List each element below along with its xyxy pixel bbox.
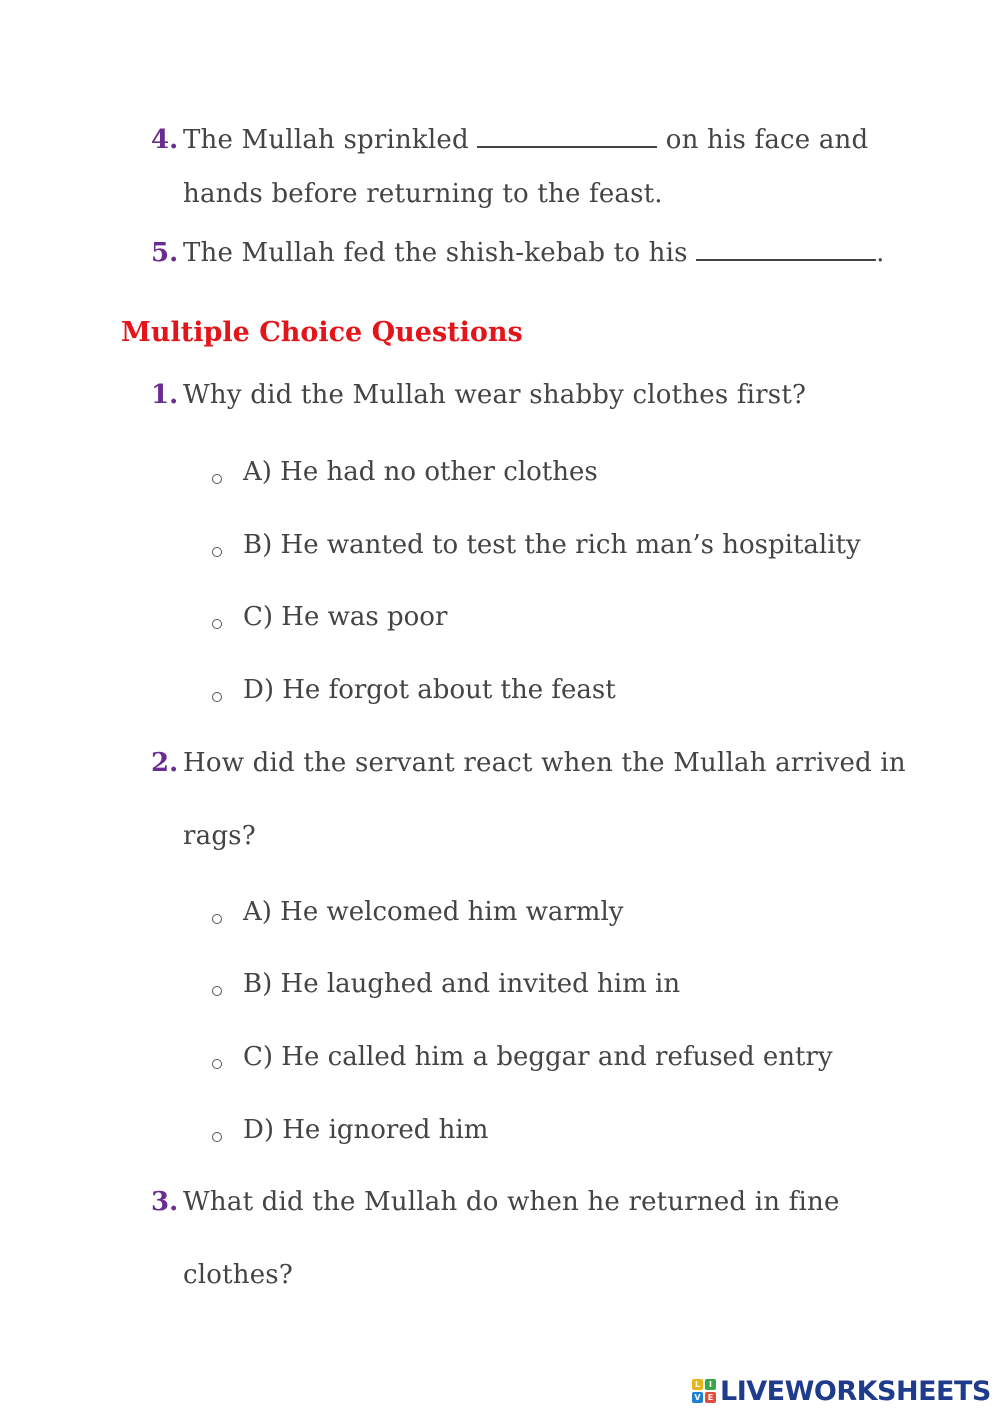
- option-bullet-icon: [212, 914, 222, 924]
- fill-in-question-4: [183, 123, 868, 157]
- mcq-question-1: Why did the Mullah wear shabby clothes first?: [183, 380, 807, 410]
- logo-mark-tile: L: [692, 1379, 703, 1390]
- mcq-1-option-c[interactable]: C) He was poor: [243, 602, 448, 632]
- liveworksheets-logo[interactable]: [692, 1373, 991, 1409]
- mcq-2-option-d[interactable]: D) He ignored him: [243, 1115, 489, 1145]
- option-bullet-icon: [212, 1059, 222, 1069]
- question-number-5: 5.: [151, 238, 179, 268]
- logo-text: LIVEWORKSHEETS: [720, 1375, 991, 1407]
- option-bullet-icon: [212, 547, 222, 557]
- mcq-question-2: How did the servant react when the Mullah arrived in: [183, 748, 906, 778]
- logo-mark-tile: I: [705, 1379, 716, 1390]
- mcq-2-option-a[interactable]: A) He welcomed him warmly: [243, 897, 624, 927]
- logo-mark-tile: E: [705, 1392, 716, 1403]
- mcq-1-option-d[interactable]: D) He forgot about the feast: [243, 675, 616, 705]
- option-bullet-icon: [212, 1132, 222, 1142]
- fill-in-question-4-text-after: on his face and: [665, 125, 869, 155]
- fill-in-question-5-text-after: .: [876, 238, 885, 268]
- option-bullet-icon: [212, 986, 222, 996]
- option-bullet-icon: [212, 474, 222, 484]
- mcq-1-option-a[interactable]: A) He had no other clothes: [243, 457, 598, 487]
- mcq-question-2-continued: rags?: [183, 821, 256, 851]
- mcq-1-option-b[interactable]: B) He wanted to test the rich man’s hospitality: [243, 530, 861, 560]
- option-bullet-icon: [212, 692, 222, 702]
- mcq-2-option-c[interactable]: C) He called him a beggar and refused entry: [243, 1042, 833, 1072]
- liveworksheets-logo-icon: [692, 1379, 716, 1403]
- mcq-2-option-b[interactable]: B) He laughed and invited him in: [243, 969, 681, 999]
- mcq-question-3-continued: clothes?: [183, 1260, 293, 1290]
- fill-in-question-5: [183, 236, 885, 270]
- logo-mark-tile: V: [692, 1392, 703, 1403]
- section-heading: Multiple Choice Questions: [121, 317, 523, 348]
- fill-in-question-4-text-before: The Mullah sprinkled: [183, 125, 469, 155]
- answer-blank-5[interactable]: [696, 237, 876, 261]
- fill-in-question-4-continued: hands before returning to the feast.: [183, 179, 663, 209]
- option-bullet-icon: [212, 619, 222, 629]
- answer-blank-4[interactable]: [477, 124, 657, 148]
- question-number-4: 4.: [151, 125, 179, 155]
- mcq-question-3: What did the Mullah do when he returned in fine: [183, 1187, 840, 1217]
- fill-in-question-5-text-before: The Mullah fed the shish-kebab to his: [183, 238, 688, 268]
- mcq-number-1: 1.: [151, 380, 179, 410]
- mcq-number-2: 2.: [151, 748, 179, 778]
- mcq-number-3: 3.: [151, 1187, 179, 1217]
